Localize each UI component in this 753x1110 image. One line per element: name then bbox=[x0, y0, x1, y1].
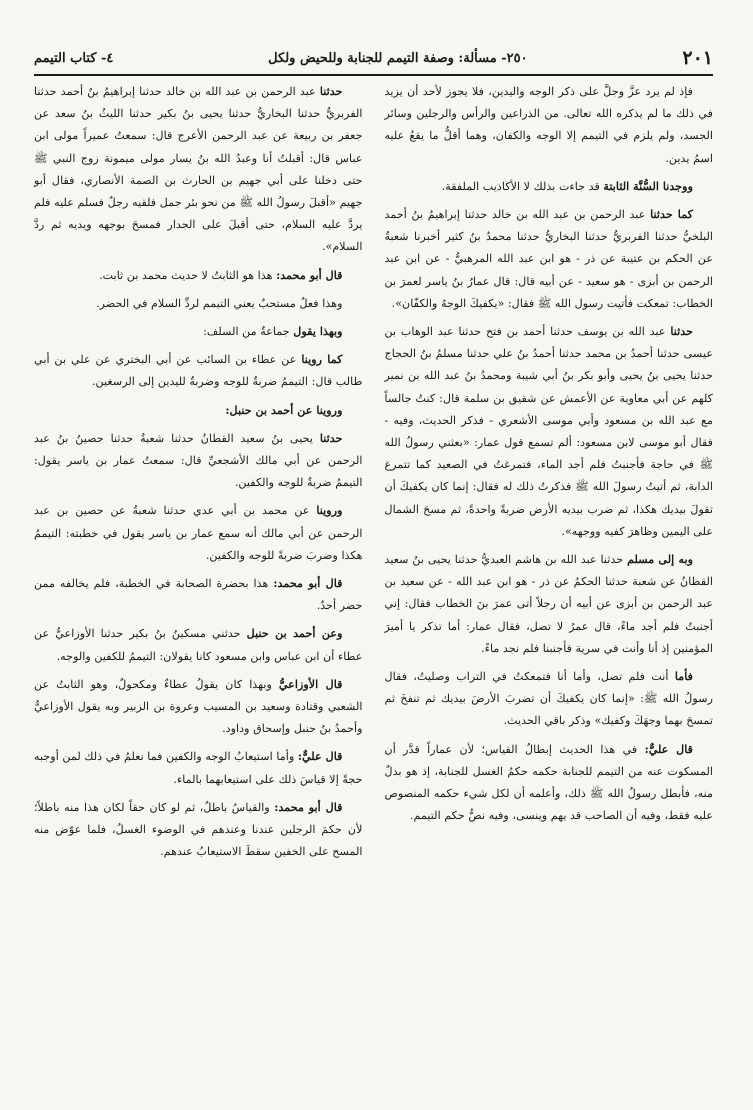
paragraph: وروينا عن محمد بن أبي عدي حدثنا شعبةُ عن حصين بن عبد الرحمن عن أبي مالك أنه سمع عمار بن ياسر يقول في خطبته: التيممُ هكذا وضربَ ضربةً للوجه والكفين. bbox=[34, 503, 363, 562]
paragraph: فإذ لم يرد عزَّ وجلَّ على ذكر الوجه واليدين، فلا يجوز لأحد أن يزيد في ذلك ما لم يذكره الله تعالى. من الذراعين والرأس والرجلين وسائر الجسد، ولم يلزم في التيمم إلا الوجه والكفان، وهما أقلُّ ما يقعُ عليه اسمُ يدين. bbox=[384, 85, 713, 165]
paragraph: قال أبو محمد: هذا بحضرة الصحابة في الخطبة، فلم يخالفه ممن حضر أحدٌ. bbox=[34, 576, 363, 613]
paragraph: وبه إلى مسلم حدثنا عبد الله بن هاشم العبديُّ حدثنا يحيى بنُ سعيد القطانُ عن شعبة حدثنا الحكمُ عن ذر - هو ابن عبد الله - عن سعيد بن عبد الرحمن بن أبزى عن أبيه أن رجلاً أتى عمرَ بنَ الخطاب فقال: إني أجنبتُ فلم أجد ماءً، قال عمرُ لا تصل، فقال عمار: أما تذكر يا أميرَ المؤمنين إذ أنا وأنت في سرية فأجنبنا فلم نجد ماءً. bbox=[384, 552, 713, 655]
page-number: ٢٠١ bbox=[682, 47, 713, 69]
paragraph: قال الأوزاعيُّ وبهذا كان يقولُ عطاءٌ ومكحولٌ، وهو الثابتُ عن الشعبي وقتادة وسعيد بن المسيب وعروة بن الزبير وبه يقول الأوزاعيُّ وأحمدُ بنُ حنبل وإسحاق وداود. bbox=[34, 676, 363, 736]
paragraph: كما حدثنا عبد الرحمن بن عبد الله بن خالد حدثنا إبراهيمُ بنُ أحمد البلخيُّ حدثنا الفربريُّ حدثنا البخاريُّ حدثنا محمدُ بنُ كثير أخبرنا شعبةُ عن الحكم بن عتيبة عن ذر - هو ابن عبد الله المرهبيُّ - عن ابن عبد الرحمن بن أبزى - هو سعيد - عن أبيه قال: قال عمارُ بنُ ياسر لعمرَ بن الخطاب: تمعكت فأتيت رسول الله ﷺ فقال: «يكفيكَ الوجهُ والكفّان». bbox=[384, 207, 713, 310]
text-columns bbox=[34, 80, 713, 1096]
paragraph: حدثنا يحيى بنُ سعيد القطانُ حدثنا شعبةُ حدثنا حصينُ بنُ عبد الرحمن عن أبي مالك الأشجعيِّ قال: سمعتُ عمار بن ياسر يقول: التيممُ ضربةٌ للوجه والكفين. bbox=[34, 430, 363, 490]
paragraph: قال عليٌّ: في هذا الحديث إبطالُ القياس؛ لأن عماراً قدَّر أن المسكوت عنه من التيمم للجنابة حكمه حكمُ الغسل للجنابة، إذ هو بدلٌ منه، فأبطل رسولُ الله ﷺ ذلك، وأعلمه أن لكل شيء حكمه المنصوص عليه فقط، وفيه أن الصاحب قد يهم وينسى، وفيه نصُّ حكم التيمم. bbox=[384, 741, 713, 823]
paragraph: فأما أنت فلم تصل، وأما أنا فتمعكتُ في التراب وصليتُ، فقال رسولُ الله ﷺ: «إنما كان يكفيكَ أن تضربَ الأرضَ بيديك ثم تنفخَ ثم تمسحَ بهما وجهَكَ وكفيك» وذكر باقي الحديث. bbox=[384, 669, 713, 728]
paragraph: قال أبو محمد: هذا هو الثابتُ لا حديث محمد بن ثابت. bbox=[99, 267, 343, 282]
running-header bbox=[34, 42, 713, 76]
book-title: ٤- كتاب التيمم bbox=[34, 50, 114, 66]
paragraph: قال أبو محمد: والقياسُ باطلٌ، ثم لو كان حقاً لكان هذا منه باطلاً؛ لأن حكمَ الرجلين عندنا وعندهم في الوضوء الغسلُ، فلما عوّض منه المسح على الخفين سقطَ الاستيعابُ عندهم. bbox=[34, 799, 363, 859]
paragraph: كما روينا عن عطاء بن السائب عن أبي البختري عن علي بن أبي طالب قال: التيممُ ضربةٌ للوجه وضربةٌ لليدين إلى الرسغين. bbox=[34, 352, 363, 389]
paragraph: وبهذا يقول جماعةٌ من السلف: bbox=[203, 324, 343, 339]
paragraph: قال عليٌّ: وأما استيعابُ الوجه والكفين فما نعلمُ في ذلك لمن أوجبه حجةً إلا قياسَ ذلك على استيعابهما بالماء. bbox=[34, 749, 363, 786]
left-column bbox=[34, 80, 363, 1096]
paragraph: حدثنا عبد الرحمن بن عبد الله بن خالد حدثنا إبراهيمُ بنُ أحمد حدثنا الفربريُّ حدثنا البخاريُّ حدثنا يحيى بنُ بكير حدثنا الليثُ بنُ سعد عن جعفر بن ربيعة عن عبد الرحمن الأعرج قال: سمعتُ عميراً مولى ابن عباس قال: أقبلتُ أنا وعبدُ الله بنُ يسار مولى ميمونة زوج النبي ﷺ حتى دخلنا على أبي جهيم بن الحارث بن الصمة الأنصاري، فقال أبو جهيم «أقبلَ رسولُ الله ﷺ من نحو بئر جمل فلقيه رجلٌ فسلم عليه فلم يردَّ عليه السلام، حتى أقبلَ على الجدار فمسحَ بوجهه ويديه ثم ردَّ السلام». bbox=[34, 84, 363, 254]
section-title: ٢٥٠- مسألة: وصفة التيمم للجنابة وللحيض ولكل bbox=[268, 50, 528, 66]
paragraph: وهذا فعلٌ مستحبٌ يعني التيمم لردِّ السلام في الحضر. bbox=[96, 296, 343, 310]
right-column bbox=[385, 80, 714, 1096]
paragraph: حدثنا عبد الله بن يوسف حدثنا أحمد بن فتح حدثنا عبد الوهاب بن عيسى حدثنا أحمدُ بن محمد حدثنا أحمدُ بنُ علي حدثنا مسلمُ بنُ الحجاج حدثنا يحيى بنُ يحيى وأبو بكر بنُ أبي شيبة ومحمدُ بنُ عبد الله بن نمير كلهم عن أبي معاوية عن الأعمش عن شقيق بن سلمة قال: كنتُ جالساً مع عبد الله بن مسعود وأبي موسى الأشعري - فذكر الحديث، وفيه - فقال أبو موسى لابن مسعود: ألم تسمع قول عمار: «بعثني رسولُ الله ﷺ في حاجة فأجنبتُ فلم أجد الماء، فتمرغتُ في الصعيد كما تتمرغ الدابة، ثم أتيتُ رسولَ الله ﷺ فذكرتُ ذلك له فقال: إنما كان يكفيكَ أن تقولَ بيديك هكذا، ثم ضرب بيديه الأرض ضربةً واحدةً، ثم مسحَ الشمال على اليمين وظاهرَ كفيه ووجهه». bbox=[384, 324, 713, 538]
paragraph: ووجدنا السُّنَّة الثابتة قد جاءت بذلك لا الأكاذيب الملفقة. bbox=[441, 178, 693, 193]
paragraph: وروينا عن أحمد بن حنبل: bbox=[225, 402, 343, 417]
paragraph: وعن أحمد بن حنبل حدثني مسكينُ بنُ بكير حدثنا الأوزاعيُّ عن عطاء أن ابن عباس وابن مسعود كانا يقولان: التيممُ للكفين والوجه. bbox=[34, 626, 363, 663]
